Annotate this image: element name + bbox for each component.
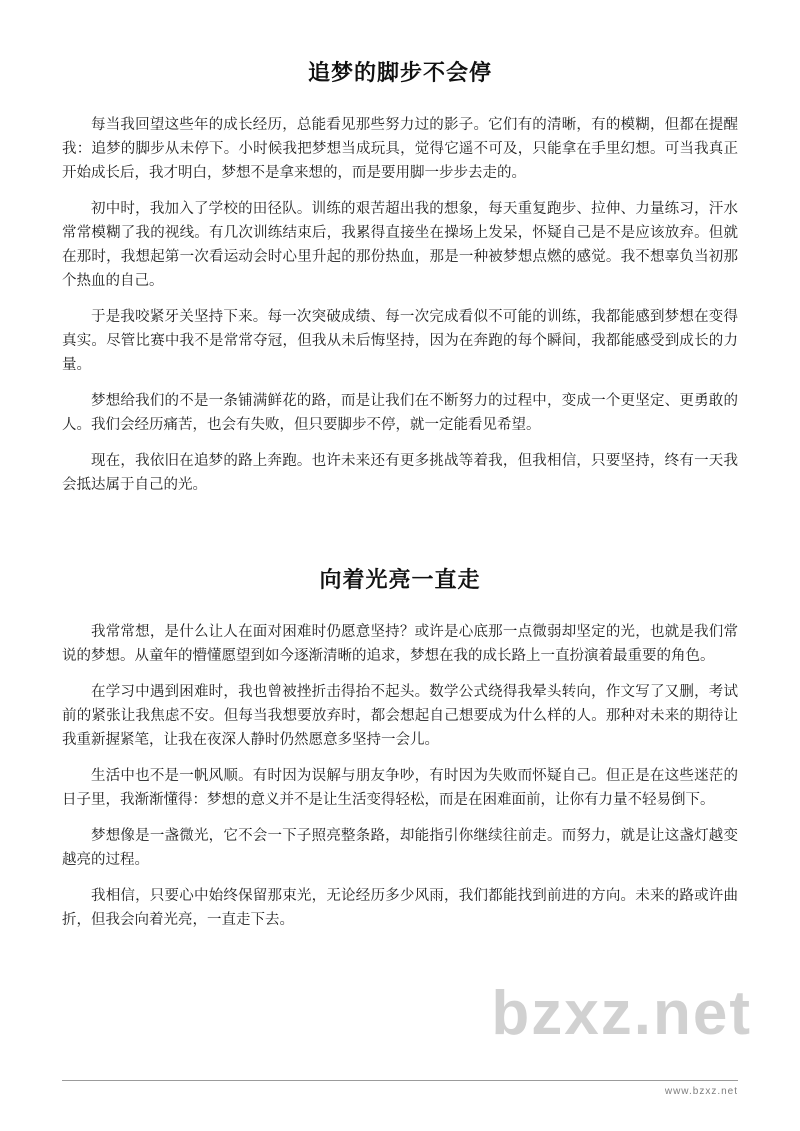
essay-1-paragraph: 初中时，我加入了学校的田径队。训练的艰苦超出我的想象，每天重复跑步、拉伸、力量练习，汗水常常模糊了我的视线。有几次训练结束后，我累得直接坐在操场上发呆，怀疑自己是不是应该放弃。但就在那时，我想起第一次看运动会时心里升起的那份热血，那是一种被梦想点燃的感觉。我不想辜负当初那个热血的自己。: [62, 201, 738, 289]
essay-2-paragraph: 梦想像是一盏微光，它不会一下子照亮整条路，却能指引你继续往前走。而努力，就是让这盏灯越变越亮的过程。: [62, 828, 738, 868]
essay-1-paragraph: 现在，我依旧在追梦的路上奔跑。也许未来还有更多挑战等着我，但我相信，只要坚持，终有一天我会抵达属于自己的光。: [62, 453, 738, 493]
footer-divider: [62, 1080, 738, 1081]
essay-2-paragraph: 生活中也不是一帆风顺。有时因为误解与朋友争吵，有时因为失败而怀疑自己。但正是在这些迷茫的日子里，我渐渐懂得：梦想的意义并不是让生活变得轻松，而是在困难面前，让你有力量不轻易倒下。: [62, 768, 738, 808]
essay-1: [62, 56, 738, 497]
essay-2-paragraph: 我常常想，是什么让人在面对困难时仍愿意坚持？或许是心底那一点微弱却坚定的光，也就是我们常说的梦想。从童年的懵懂愿望到如今逐渐清晰的追求，梦想在我的成长路上一直扮演着最重要的角色。: [62, 624, 738, 664]
essay-2-paragraph: 在学习中遇到困难时，我也曾被挫折击得抬不起头。数学公式绕得我晕头转向，作文写了又删，考试前的紧张让我焦虑不安。但每当我想要放弃时，都会想起自己想要成为什么样的人。那种对未来的期待让我重新握紧笔，让我在夜深人静时仍然愿意多坚持一会儿。: [62, 684, 738, 748]
essay-2: [62, 563, 738, 932]
essay-2-title: 向着光亮一直走: [319, 567, 481, 592]
essay-1-paragraph: 梦想给我们的不是一条铺满鲜花的路，而是让我们在不断努力的过程中，变成一个更坚定、更勇敢的人。我们会经历痛苦，也会有失败，但只要脚步不停，就一定能看见希望。: [62, 393, 738, 433]
essay-1-paragraph: 每当我回望这些年的成长经历，总能看见那些努力过的影子。它们有的清晰，有的模糊，但都在提醒我：追梦的脚步从未停下。小时候我把梦想当成玩具，觉得它遥不可及，只能拿在手里幻想。可当我真正开始成长后，我才明白，梦想不是拿来想的，而是要用脚一步步去走的。: [62, 117, 738, 181]
watermark-text: bzxz.net: [491, 979, 752, 1048]
footer-url: www.bzxz.net: [664, 1086, 738, 1097]
essay-1-title: 追梦的脚步不会停: [307, 60, 492, 85]
essay-1-paragraph: 于是我咬紧牙关坚持下来。每一次突破成绩、每一次完成看似不可能的训练，我都能感到梦想在变得真实。尽管比赛中我不是常常夺冠，但我从未后悔坚持，因为在奔跑的每个瞬间，我都能感受到成长的力量。: [62, 309, 738, 373]
page-footer: [62, 1080, 738, 1097]
essay-2-paragraph: 我相信，只要心中始终保留那束光，无论经历多少风雨，我们都能找到前进的方向。未来的路或许曲折，但我会向着光亮，一直走下去。: [62, 888, 738, 928]
